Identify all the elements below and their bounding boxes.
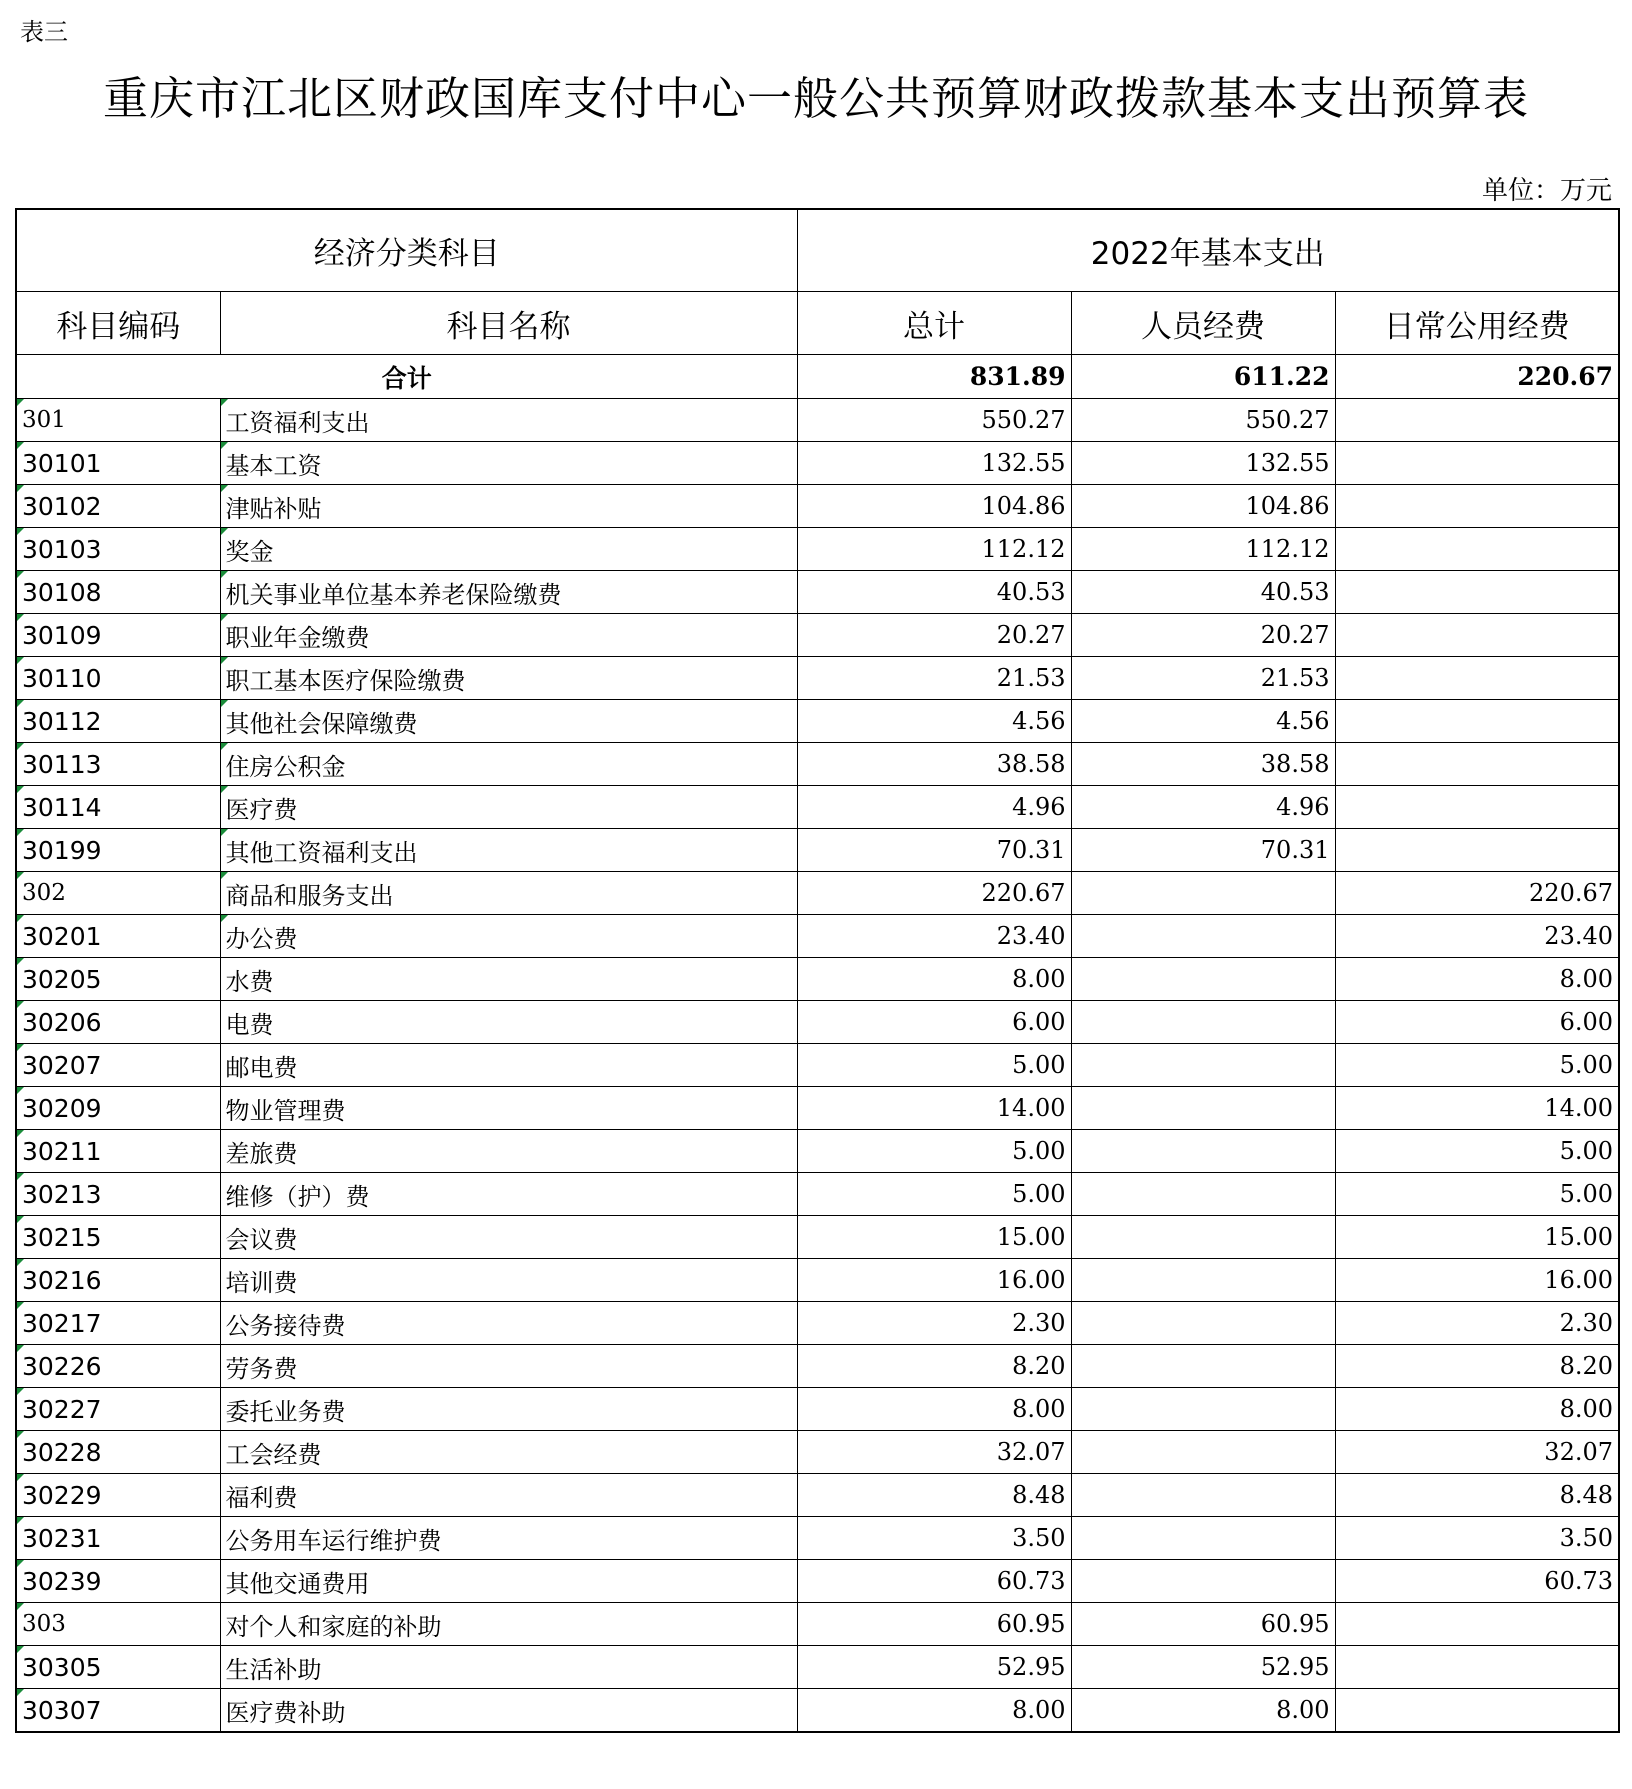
row-code: 30229 — [16, 1474, 220, 1517]
row-code: 30231 — [16, 1517, 220, 1560]
row-total: 14.00 — [797, 1087, 1071, 1130]
row-name: 水费 — [220, 958, 797, 1001]
row-name: 其他工资福利支出 — [220, 829, 797, 872]
header-row-1 — [16, 209, 1619, 292]
row-code: 30209 — [16, 1087, 220, 1130]
row-code: 30205 — [16, 958, 220, 1001]
row-total: 550.27 — [797, 399, 1071, 442]
row-public — [1335, 657, 1619, 700]
text-format-marker-icon — [17, 399, 24, 406]
row-public: 8.00 — [1335, 958, 1619, 1001]
budget-table-body — [16, 209, 1619, 1732]
text-format-marker-icon — [17, 1302, 24, 1309]
row-personnel — [1071, 915, 1335, 958]
row-personnel — [1071, 1431, 1335, 1474]
row-name: 奖金 — [220, 528, 797, 571]
text-format-marker-icon — [17, 657, 24, 664]
text-format-marker-icon — [221, 872, 228, 879]
row-name: 职业年金缴费 — [220, 614, 797, 657]
total-personnel: 611.22 — [1071, 355, 1335, 399]
row-total: 4.96 — [797, 786, 1071, 829]
row-personnel — [1071, 872, 1335, 915]
table-row — [16, 1517, 1619, 1560]
text-format-marker-icon — [221, 442, 228, 449]
table-row — [16, 1560, 1619, 1603]
row-code: 301 — [16, 399, 220, 442]
row-name: 医疗费补助 — [220, 1689, 797, 1733]
row-personnel: 112.12 — [1071, 528, 1335, 571]
row-personnel — [1071, 1474, 1335, 1517]
table-row — [16, 657, 1619, 700]
row-public: 220.67 — [1335, 872, 1619, 915]
table-row — [16, 528, 1619, 571]
row-code: 30305 — [16, 1646, 220, 1689]
row-name: 委托业务费 — [220, 1388, 797, 1431]
header-public: 日常公用经费 — [1335, 292, 1619, 355]
row-name: 维修（护）费 — [220, 1173, 797, 1216]
row-personnel — [1071, 1087, 1335, 1130]
row-personnel — [1071, 1044, 1335, 1087]
row-personnel: 104.86 — [1071, 485, 1335, 528]
text-format-marker-icon — [221, 915, 228, 922]
text-format-marker-icon — [17, 1087, 24, 1094]
row-code: 30207 — [16, 1044, 220, 1087]
row-name: 机关事业单位基本养老保险缴费 — [220, 571, 797, 614]
row-personnel — [1071, 1259, 1335, 1302]
row-code: 30114 — [16, 786, 220, 829]
row-total: 40.53 — [797, 571, 1071, 614]
row-name: 劳务费 — [220, 1345, 797, 1388]
row-name: 职工基本医疗保险缴费 — [220, 657, 797, 700]
table-row — [16, 1130, 1619, 1173]
text-format-marker-icon — [221, 657, 228, 664]
row-public — [1335, 1646, 1619, 1689]
row-public — [1335, 442, 1619, 485]
row-personnel: 4.56 — [1071, 700, 1335, 743]
header-row-2 — [16, 292, 1619, 355]
row-name: 福利费 — [220, 1474, 797, 1517]
row-public: 3.50 — [1335, 1517, 1619, 1560]
row-public: 2.30 — [1335, 1302, 1619, 1345]
header-code: 科目编码 — [16, 292, 220, 355]
text-format-marker-icon — [17, 1130, 24, 1137]
row-total: 38.58 — [797, 743, 1071, 786]
row-total: 4.56 — [797, 700, 1071, 743]
row-public: 5.00 — [1335, 1130, 1619, 1173]
table-row — [16, 1173, 1619, 1216]
text-format-marker-icon — [17, 872, 24, 879]
text-format-marker-icon — [17, 1345, 24, 1352]
row-code: 30239 — [16, 1560, 220, 1603]
table-row — [16, 1646, 1619, 1689]
row-code: 30109 — [16, 614, 220, 657]
text-format-marker-icon — [221, 571, 228, 578]
row-total: 23.40 — [797, 915, 1071, 958]
table-row — [16, 1302, 1619, 1345]
text-format-marker-icon — [17, 1259, 24, 1266]
row-name: 邮电费 — [220, 1044, 797, 1087]
row-code: 30215 — [16, 1216, 220, 1259]
header-year-group: 2022年基本支出 — [797, 209, 1619, 292]
row-total: 8.48 — [797, 1474, 1071, 1517]
row-public: 23.40 — [1335, 915, 1619, 958]
row-name: 津贴补贴 — [220, 485, 797, 528]
table-row — [16, 1216, 1619, 1259]
row-total: 220.67 — [797, 872, 1071, 915]
text-format-marker-icon — [17, 1603, 24, 1610]
text-format-marker-icon — [17, 1474, 24, 1481]
row-code: 30211 — [16, 1130, 220, 1173]
row-personnel — [1071, 1388, 1335, 1431]
row-total: 70.31 — [797, 829, 1071, 872]
table-row — [16, 829, 1619, 872]
row-public — [1335, 700, 1619, 743]
row-code: 30101 — [16, 442, 220, 485]
text-format-marker-icon — [221, 743, 228, 750]
row-public: 8.48 — [1335, 1474, 1619, 1517]
row-personnel: 60.95 — [1071, 1603, 1335, 1646]
row-public: 16.00 — [1335, 1259, 1619, 1302]
row-name: 电费 — [220, 1001, 797, 1044]
text-format-marker-icon — [17, 1431, 24, 1438]
row-total: 8.00 — [797, 1388, 1071, 1431]
row-public — [1335, 1603, 1619, 1646]
row-public: 60.73 — [1335, 1560, 1619, 1603]
row-public — [1335, 399, 1619, 442]
row-personnel — [1071, 1001, 1335, 1044]
row-public — [1335, 1689, 1619, 1733]
table-row — [16, 786, 1619, 829]
row-personnel: 70.31 — [1071, 829, 1335, 872]
text-format-marker-icon — [17, 1216, 24, 1223]
row-personnel — [1071, 1345, 1335, 1388]
group-row — [16, 872, 1619, 915]
text-format-marker-icon — [17, 829, 24, 836]
row-total: 8.00 — [797, 958, 1071, 1001]
row-personnel: 38.58 — [1071, 743, 1335, 786]
row-personnel: 132.55 — [1071, 442, 1335, 485]
row-name: 生活补助 — [220, 1646, 797, 1689]
text-format-marker-icon — [221, 614, 228, 621]
row-public: 14.00 — [1335, 1087, 1619, 1130]
budget-table — [15, 208, 1620, 1733]
row-public: 15.00 — [1335, 1216, 1619, 1259]
text-format-marker-icon — [17, 1173, 24, 1180]
row-personnel — [1071, 1216, 1335, 1259]
row-code: 30228 — [16, 1431, 220, 1474]
row-total: 5.00 — [797, 1173, 1071, 1216]
row-name: 医疗费 — [220, 786, 797, 829]
row-total: 8.00 — [797, 1689, 1071, 1733]
text-format-marker-icon — [17, 571, 24, 578]
row-total: 15.00 — [797, 1216, 1071, 1259]
text-format-marker-icon — [17, 442, 24, 449]
row-public — [1335, 571, 1619, 614]
row-personnel: 550.27 — [1071, 399, 1335, 442]
row-code: 30213 — [16, 1173, 220, 1216]
row-personnel — [1071, 1560, 1335, 1603]
row-total: 132.55 — [797, 442, 1071, 485]
row-name: 会议费 — [220, 1216, 797, 1259]
table-label: 表三 — [20, 18, 68, 46]
text-format-marker-icon — [17, 614, 24, 621]
row-total: 112.12 — [797, 528, 1071, 571]
row-total: 6.00 — [797, 1001, 1071, 1044]
table-row — [16, 571, 1619, 614]
table-row — [16, 614, 1619, 657]
row-total: 3.50 — [797, 1517, 1071, 1560]
row-personnel: 20.27 — [1071, 614, 1335, 657]
table-row — [16, 958, 1619, 1001]
header-category: 经济分类科目 — [16, 209, 797, 292]
table-row — [16, 1345, 1619, 1388]
text-format-marker-icon — [17, 1646, 24, 1653]
row-code: 30216 — [16, 1259, 220, 1302]
row-code: 303 — [16, 1603, 220, 1646]
table-row — [16, 1431, 1619, 1474]
row-name: 基本工资 — [220, 442, 797, 485]
row-public: 32.07 — [1335, 1431, 1619, 1474]
row-total: 8.20 — [797, 1345, 1071, 1388]
text-format-marker-icon — [17, 958, 24, 965]
row-public: 5.00 — [1335, 1044, 1619, 1087]
row-total: 60.73 — [797, 1560, 1071, 1603]
row-public: 8.00 — [1335, 1388, 1619, 1431]
row-personnel — [1071, 1130, 1335, 1173]
row-public — [1335, 528, 1619, 571]
row-total: 104.86 — [797, 485, 1071, 528]
total-total: 831.89 — [797, 355, 1071, 399]
header-name: 科目名称 — [220, 292, 797, 355]
row-public — [1335, 614, 1619, 657]
row-code: 30199 — [16, 829, 220, 872]
row-name: 工资福利支出 — [220, 399, 797, 442]
text-format-marker-icon — [17, 700, 24, 707]
row-personnel: 4.96 — [1071, 786, 1335, 829]
page-title: 重庆市江北区财政国库支付中心一般公共预算财政拨款基本支出预算表 — [102, 72, 1529, 125]
header-total: 总计 — [797, 292, 1071, 355]
text-format-marker-icon — [17, 1689, 24, 1696]
row-total: 16.00 — [797, 1259, 1071, 1302]
table-row — [16, 1388, 1619, 1431]
row-code: 30112 — [16, 700, 220, 743]
text-format-marker-icon — [221, 786, 228, 793]
row-code: 30307 — [16, 1689, 220, 1733]
unit-label: 单位：万元 — [1481, 176, 1612, 206]
row-code: 30103 — [16, 528, 220, 571]
row-public — [1335, 743, 1619, 786]
row-total: 21.53 — [797, 657, 1071, 700]
text-format-marker-icon — [17, 743, 24, 750]
header-personnel: 人员经费 — [1071, 292, 1335, 355]
total-row — [16, 355, 1619, 399]
row-name: 差旅费 — [220, 1130, 797, 1173]
text-format-marker-icon — [221, 399, 228, 406]
row-code: 30217 — [16, 1302, 220, 1345]
row-name: 其他交通费用 — [220, 1560, 797, 1603]
row-code: 30227 — [16, 1388, 220, 1431]
row-personnel — [1071, 1302, 1335, 1345]
row-name: 对个人和家庭的补助 — [220, 1603, 797, 1646]
text-format-marker-icon — [17, 786, 24, 793]
row-public: 5.00 — [1335, 1173, 1619, 1216]
table-row — [16, 1044, 1619, 1087]
row-name: 办公费 — [220, 915, 797, 958]
table-row — [16, 1001, 1619, 1044]
row-name: 工会经费 — [220, 1431, 797, 1474]
row-public — [1335, 485, 1619, 528]
row-public: 6.00 — [1335, 1001, 1619, 1044]
text-format-marker-icon — [221, 829, 228, 836]
text-format-marker-icon — [221, 485, 228, 492]
table-row — [16, 743, 1619, 786]
text-format-marker-icon — [17, 1388, 24, 1395]
row-code: 30102 — [16, 485, 220, 528]
row-total: 5.00 — [797, 1130, 1071, 1173]
group-row — [16, 1603, 1619, 1646]
row-code: 30108 — [16, 571, 220, 614]
row-name: 商品和服务支出 — [220, 872, 797, 915]
text-format-marker-icon — [221, 528, 228, 535]
row-name: 培训费 — [220, 1259, 797, 1302]
row-code: 30110 — [16, 657, 220, 700]
table-row — [16, 1087, 1619, 1130]
row-name: 物业管理费 — [220, 1087, 797, 1130]
total-label: 合计 — [16, 355, 797, 399]
table-row — [16, 1474, 1619, 1517]
row-personnel — [1071, 958, 1335, 1001]
row-personnel: 21.53 — [1071, 657, 1335, 700]
row-personnel — [1071, 1173, 1335, 1216]
table-row — [16, 1689, 1619, 1733]
table-row — [16, 485, 1619, 528]
text-format-marker-icon — [17, 528, 24, 535]
text-format-marker-icon — [221, 700, 228, 707]
row-code: 30206 — [16, 1001, 220, 1044]
row-personnel: 40.53 — [1071, 571, 1335, 614]
table-row — [16, 700, 1619, 743]
text-format-marker-icon — [17, 1044, 24, 1051]
table-row — [16, 915, 1619, 958]
row-code: 30201 — [16, 915, 220, 958]
text-format-marker-icon — [17, 1001, 24, 1008]
row-code: 302 — [16, 872, 220, 915]
row-code: 30113 — [16, 743, 220, 786]
row-personnel: 8.00 — [1071, 1689, 1335, 1733]
text-format-marker-icon — [17, 915, 24, 922]
text-format-marker-icon — [17, 1560, 24, 1567]
row-name: 公务用车运行维护费 — [220, 1517, 797, 1560]
row-total: 32.07 — [797, 1431, 1071, 1474]
row-total: 60.95 — [797, 1603, 1071, 1646]
row-code: 30226 — [16, 1345, 220, 1388]
row-name: 公务接待费 — [220, 1302, 797, 1345]
row-public — [1335, 786, 1619, 829]
row-public — [1335, 829, 1619, 872]
table-row — [16, 1259, 1619, 1302]
row-name: 其他社会保障缴费 — [220, 700, 797, 743]
row-total: 20.27 — [797, 614, 1071, 657]
total-public: 220.67 — [1335, 355, 1619, 399]
row-name: 住房公积金 — [220, 743, 797, 786]
table-row — [16, 442, 1619, 485]
row-public: 8.20 — [1335, 1345, 1619, 1388]
row-total: 5.00 — [797, 1044, 1071, 1087]
row-total: 52.95 — [797, 1646, 1071, 1689]
group-row — [16, 399, 1619, 442]
text-format-marker-icon — [17, 1517, 24, 1524]
row-total: 2.30 — [797, 1302, 1071, 1345]
row-personnel: 52.95 — [1071, 1646, 1335, 1689]
row-personnel — [1071, 1517, 1335, 1560]
text-format-marker-icon — [17, 485, 24, 492]
